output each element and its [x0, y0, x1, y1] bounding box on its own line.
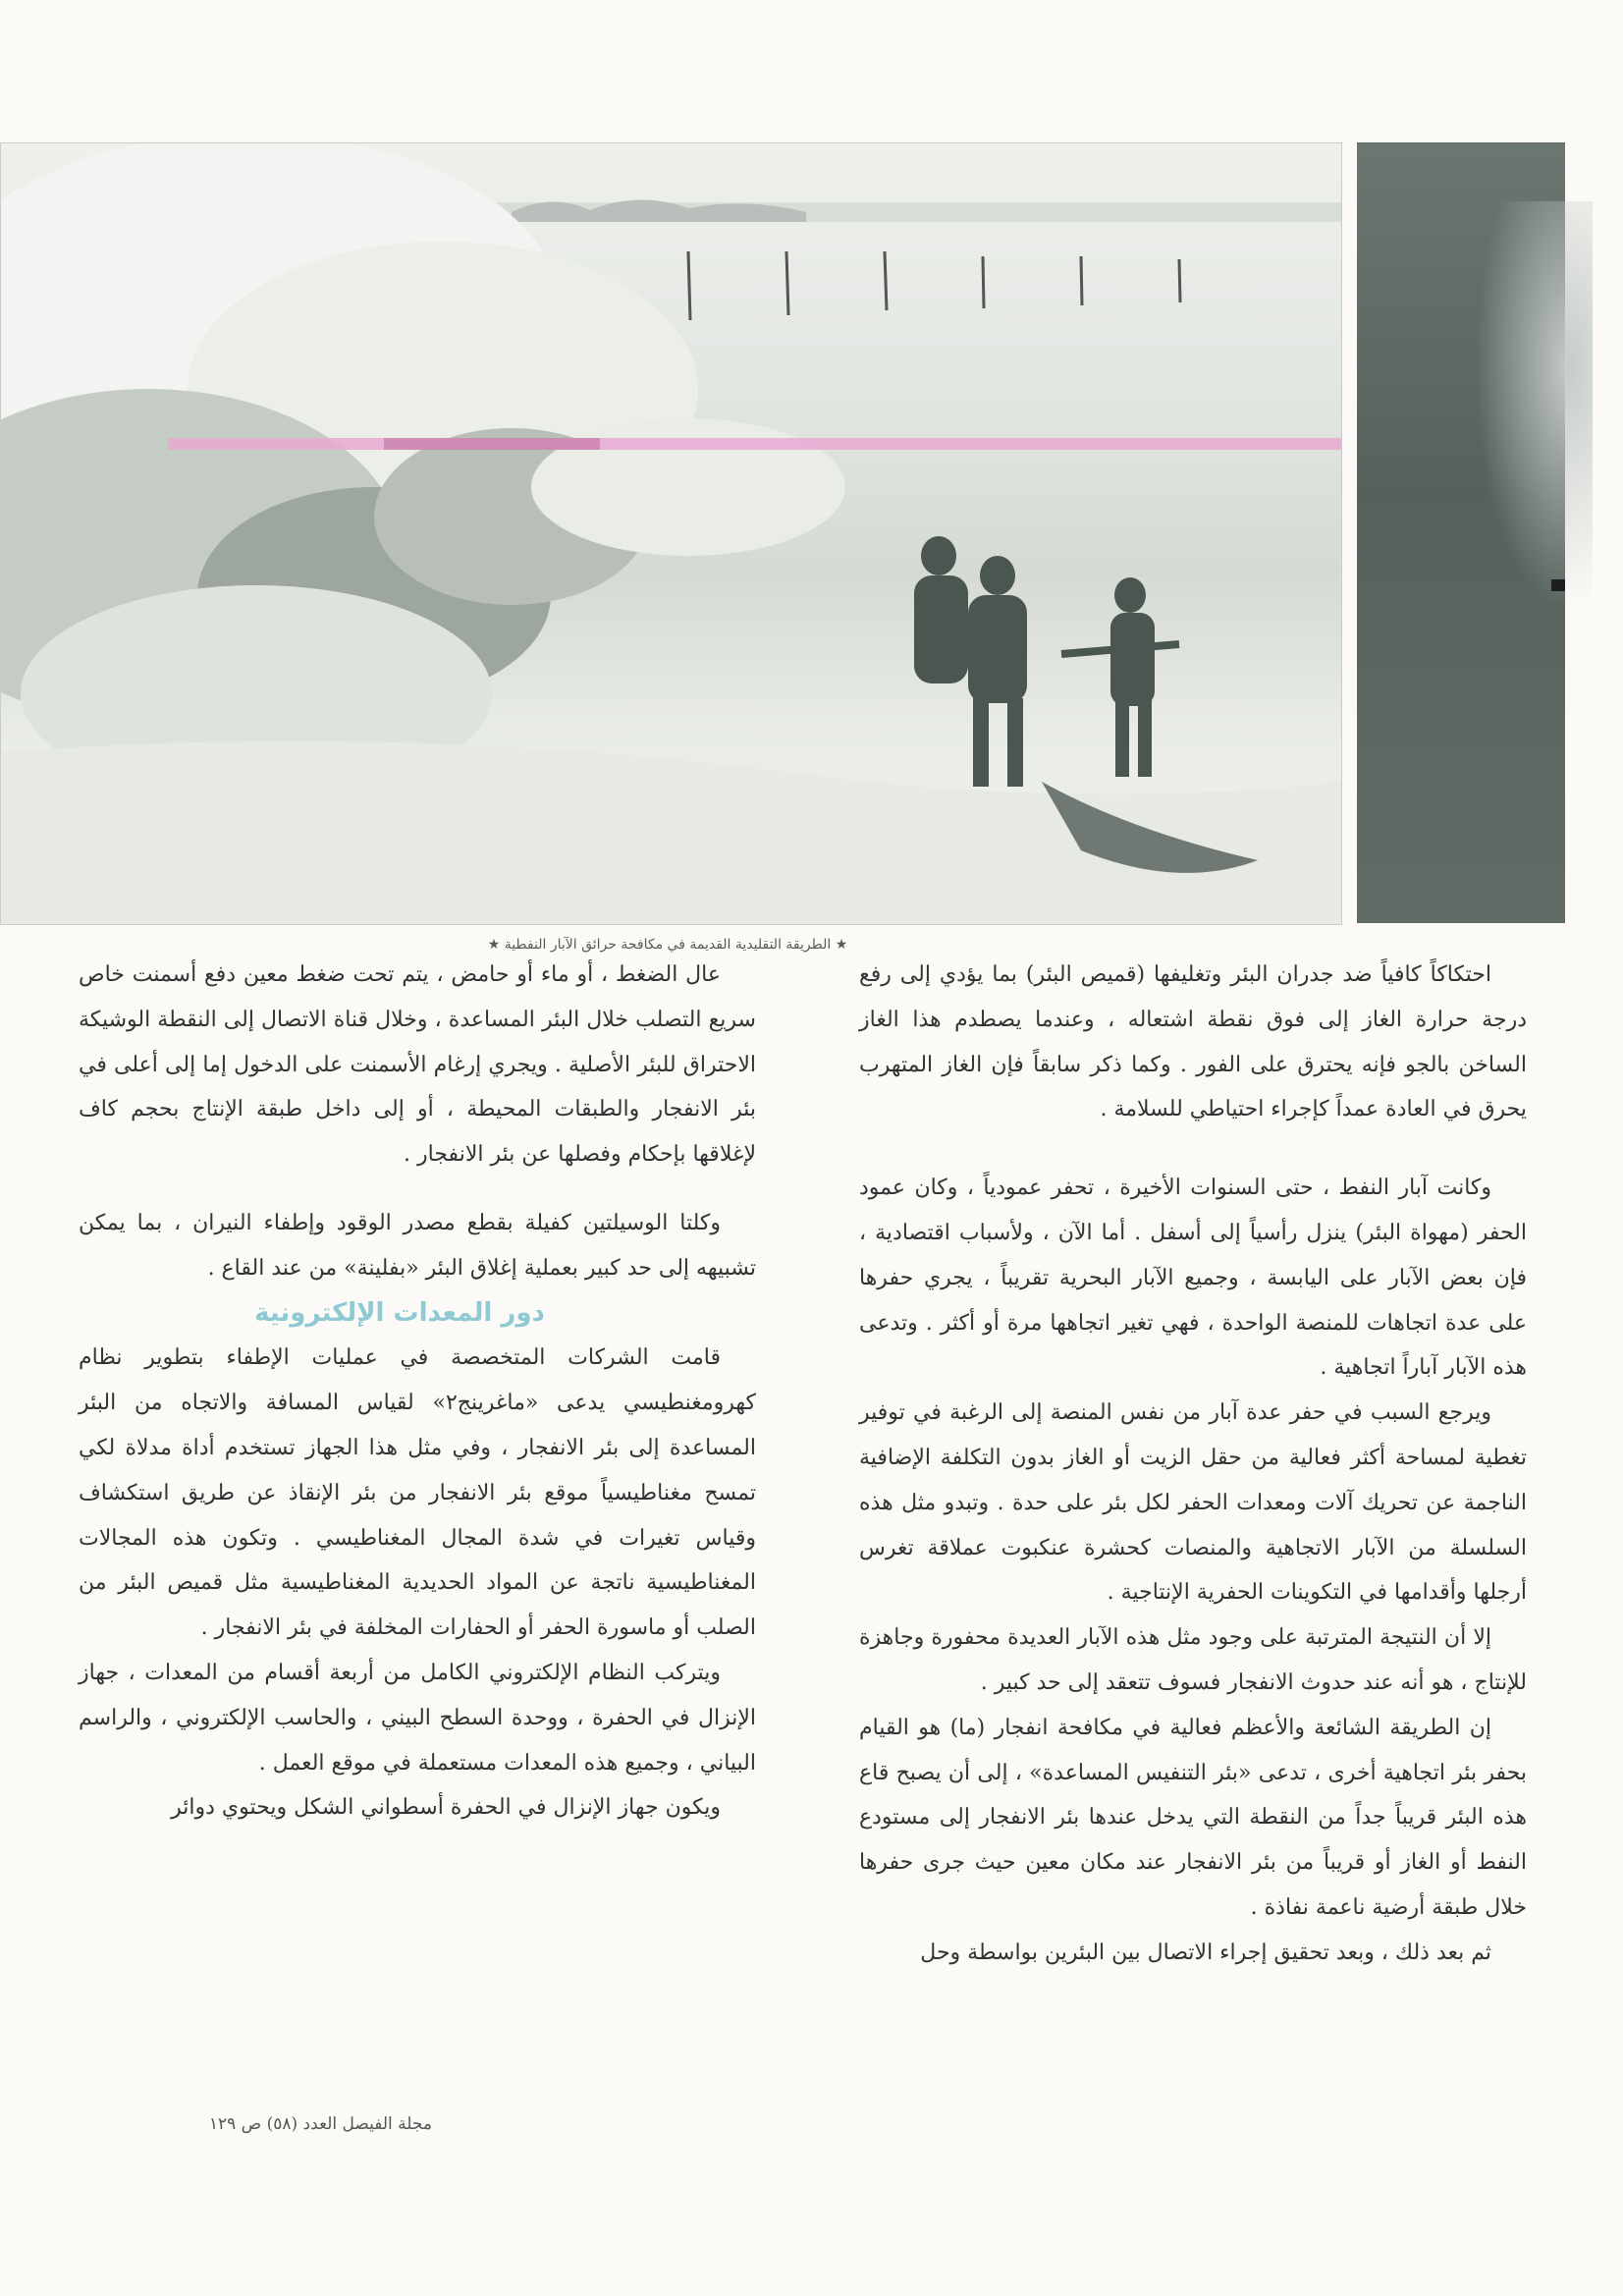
side-photo-mark: [1551, 579, 1565, 591]
oil-fire-illustration: [1, 143, 1341, 924]
left-column: [79, 953, 756, 1831]
side-photo-glow: [1475, 201, 1593, 614]
paragraph: احتكاكاً كافياً ضد جدران البئر وتغليفها (قميص البئر) بما يؤدي إلى رفع درجة حرارة الغاز إلى فوق نقطة اشتعاله ، وعندما يصطدم هذا الغاز الساخن بالجو فإنه يحترق على الفور . وكما ذكر سابقاً فإن الغاز المتهرب يحرق في العادة عمداً كإجراء احتياطي للسلامة .: [859, 962, 1527, 1122]
photo-caption: ★ الطريقة التقليدية القديمة في مكافحة حرائق الآبار النفطية ★: [487, 937, 848, 953]
paragraph: ويرجع السبب في حفر عدة آبار من نفس المنصة إلى الرغبة في توفير تغطية لمساحة أكثر فعالية من حقل الزيت أو الغاز بدون التكلفة الإضافية الناجمة عن تحريك آلات ومعدات الحفر لكل بئر على حدة . وتبدو مثل هذه السلسلة من الآبار الاتجاهية والمنصات كحشرة عنكبوت عملاقة تغرس أرجلها وأقدامها في التكوينات الحفرية الإنتاجية .: [859, 1400, 1527, 1606]
paragraph: وكلتا الوسيلتين كفيلة بقطع مصدر الوقود وإطفاء النيران ، بما يمكن تشبيهه إلى حد كبير بعملية إغلاق البئر «بفلينة» من عند القاع .: [79, 1210, 756, 1281]
paragraph: قامت الشركات المتخصصة في عمليات الإطفاء بتطوير نظام كهرومغنطيسي يدعى «ماغرينج٢» لقياس المسافة والاتجاه من البئر المساعدة إلى بئر الانفجار ، وفي مثل هذا الجهاز تستخدم أداة مدلاة لكي تمسح مغناطيسياً موقع بئر الانفجار من بئر الإنقاذ عن طريق استكشاف وقياس تغيرات في شدة المجال المغناطيسي . وتكون هذه المجالات المغناطيسية ناتجة عن المواد الحديدية المغناطيسية مثل قميص البئر من الصلب أو ماسورة الحفر أو الحفارات المخلفة في بئر الانفجار .: [79, 1345, 756, 1641]
paragraph: وكانت آبار النفط ، حتى السنوات الأخيرة ، تحفر عمودياً ، وكان عمود الحفر (مهواة البئر) ينزل رأسياً إلى أسفل . أما الآن ، ولأسباب اقتصادية ، فإن بعض الآبار على اليابسة ، وجميع الآبار البحرية تقريباً ، يجري حفرها على عدة اتجاهات للمنصة الواحدة ، فهي تغير اتجاهها مرة أو أكثر . وتدعى هذه الآبار آباراً اتجاهية .: [859, 1175, 1527, 1381]
paragraph: ويكون جهاز الإنزال في الحفرة أسطواني الشكل ويحتوي دوائر: [171, 1795, 721, 1821]
side-photo-strip: [1357, 142, 1565, 923]
section-heading: دور المعدات الإلكترونية: [254, 1297, 545, 1328]
right-column: [859, 953, 1527, 1976]
paragraph: إلا أن النتيجة المترتبة على وجود مثل هذه الآبار العديدة محفورة وجاهزة للإنتاج ، هو أنه عند حدوث الانفجار فسوف تتعقد إلى حد كبير .: [859, 1625, 1527, 1695]
paragraph: إن الطريقة الشائعة والأعظم فعالية في مكافحة انفجار (ما) هو القيام بحفر بئر اتجاهية أخرى ، تدعى «بئر التنفيس المساعدة» ، إلى أن يصبح قاع هذه البئر قريباً جداً من النقطة التي يدخل عندها بئر الانفجار إلى مستودع النفط أو الغاز أو قريباً من بئر الانفجار عند مكان معين حيث جرى حفرها خلال طبقة أرضية ناعمة نفاذة .: [859, 1715, 1527, 1920]
paragraph: عال الضغط ، أو ماء أو حامض ، يتم تحت ضغط معين دفع أسمنت خاص سريع التصلب خلال البئر المساعدة ، وخلال قناة الاتصال إلى النقطة الوشيكة الاحتراق للبئر الأصلية . ويجري إرغام الأسمنت على الدخول إما إلى أعلى في بئر الانفجار والطبقات المحيطة ، أو إلى داخل طبقة الإنتاج بحجم كاف لإغلاقها بإحكام وفصلها عن بئر الانفجار .: [79, 962, 756, 1168]
paragraph: ويتركب النظام الإلكتروني الكامل من أربعة أقسام من المعدات ، جهاز الإنزال في الحفرة ، ووحدة السطح البيني ، والحاسب الإلكتروني ، والراسم البياني ، وجميع هذه المعدات مستعملة في موقع العمل .: [79, 1660, 756, 1776]
oil-fire-photo: [0, 142, 1342, 925]
page-footer: مجلة الفيصل العدد (٥٨) ص ١٢٩: [208, 2114, 432, 2134]
paragraph: ثم بعد ذلك ، وبعد تحقيق إجراء الاتصال بين البئرين بواسطة وحل: [920, 1940, 1491, 1965]
